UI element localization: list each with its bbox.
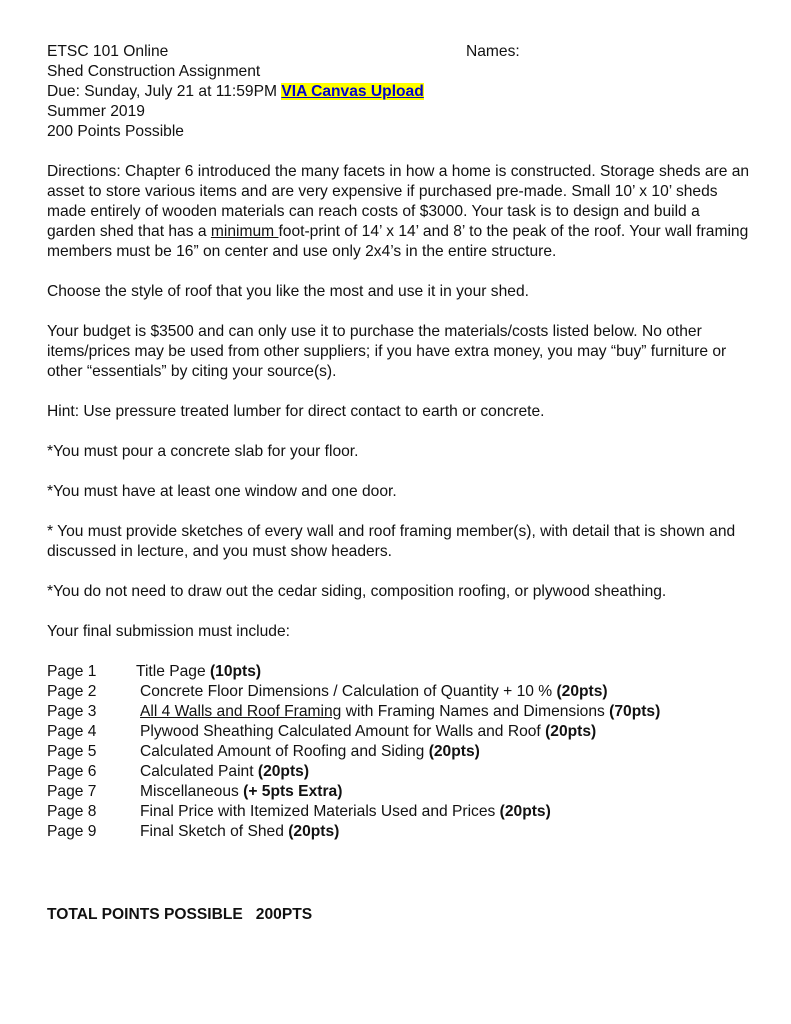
directions-paragraph (47, 162, 752, 262)
page-label: Page 2 (47, 683, 97, 700)
page-points: (20pts) (545, 723, 597, 740)
page-desc (140, 782, 342, 802)
page-desc-text: with Framing Names and Dimensions (341, 703, 610, 720)
roof-note: Choose the style of roof that you like the most and use it in your shed. (47, 283, 529, 300)
submission-intro: Your final submission must include: (47, 623, 290, 640)
page-label: Page 3 (47, 703, 97, 720)
budget-note: Your budget is $3500 and can only use it to purchase the materials/costs listed below. No other items/prices may be used from other suppliers; if you have extra money, you may “buy” furniture or other “essentials” by citing your source(s). (47, 323, 727, 380)
page-points: (+ 5pts Extra) (243, 783, 343, 800)
page-desc-text: Calculated Amount of Roofing and Siding (140, 743, 429, 760)
list-item (47, 722, 752, 742)
page-label: Page 6 (47, 763, 97, 780)
page-desc (140, 822, 339, 842)
page-points: (20pts) (257, 763, 310, 780)
page-points: (20pts) (556, 683, 608, 700)
page-points: (20pts) (288, 823, 340, 840)
page-desc-text: Calculated Paint (140, 763, 258, 780)
list-item (47, 662, 752, 682)
list-item (47, 682, 752, 702)
directions-underlined: minimum (210, 223, 279, 240)
page-desc (140, 762, 309, 782)
canvas-upload-highlight: VIA Canvas Upload (281, 83, 424, 100)
page-desc-text: Final Sketch of Shed (140, 823, 289, 840)
list-item (47, 742, 752, 762)
page-points: (20pts) (499, 803, 551, 820)
page-desc (140, 802, 551, 822)
page-desc-text: Concrete Floor Dimensions / Calculation of Quantity + 10 % (140, 683, 557, 700)
page-label: Page 7 (47, 783, 97, 800)
page-desc (140, 742, 480, 762)
page-label: Page 9 (47, 823, 97, 840)
page-label: Page 8 (47, 803, 97, 820)
page-desc (140, 722, 596, 742)
assignment-document (47, 42, 752, 842)
page-desc (140, 682, 608, 702)
requirement-window-door: *You must have at least one window and one door. (47, 483, 397, 500)
points-possible: 200 Points Possible (47, 123, 184, 140)
hint: Hint: Use pressure treated lumber for direct contact to earth or concrete. (47, 403, 545, 420)
list-item (47, 702, 752, 722)
page-desc (140, 702, 660, 722)
page-desc-text: Plywood Sheathing Calculated Amount for Walls and Roof (140, 723, 546, 740)
page-label: Page 5 (47, 743, 97, 760)
names-label: Names: (466, 43, 520, 60)
page-points: (70pts) (609, 703, 661, 720)
page-desc-text: Miscellaneous (140, 783, 244, 800)
directions-text-1: Directions: Chapter 6 introduced the many facets in how a home is constructed. Storage sheds are an asset to store various items and are very expensive if purchased pre-made. Small 10’ x 10’ sheds made entirely of wooden materials can reach costs of $3000. Your task is to design and build a garden shed that has a (47, 163, 750, 240)
page-points: (10pts) (209, 663, 262, 680)
page-desc (136, 662, 261, 682)
assignment-title: Shed Construction Assignment (47, 63, 261, 80)
page-desc-text: Final Price with Itemized Materials Used and Prices (140, 803, 500, 820)
requirement-sketches: * You must provide sketches of every wall and roof framing member(s), with detail that is shown and discussed in lecture, and you must show headers. (47, 523, 736, 560)
due-date (47, 82, 752, 102)
page-label: Page 4 (47, 723, 97, 740)
page-list (47, 662, 752, 842)
list-item (47, 802, 752, 822)
requirement-no-draw: *You do not need to draw out the cedar siding, composition roofing, or plywood sheathing. (47, 583, 667, 600)
list-item (47, 782, 752, 802)
total-points: TOTAL POINTS POSSIBLE 200PTS (47, 906, 313, 923)
list-item (47, 822, 752, 842)
requirement-slab: *You must pour a concrete slab for your floor. (47, 443, 359, 460)
page-desc-text: Title Page (136, 663, 210, 680)
course-title: ETSC 101 Online (47, 43, 169, 60)
page-label: Page 1 (47, 663, 97, 680)
page-desc-underlined: All 4 Walls and Roof Framing (140, 703, 342, 720)
term: Summer 2019 (47, 103, 145, 120)
list-item (47, 762, 752, 782)
directions-text-2: foot-print of 14’ x 14’ and 8’ to the peak of the roof. Your wall framing members must be 16” on center and use only 2x4’s in the entire structure. (47, 223, 749, 260)
due-text: Due: Sunday, July 21 at 11:59PM (47, 83, 282, 100)
page-points: (20pts) (428, 743, 480, 760)
